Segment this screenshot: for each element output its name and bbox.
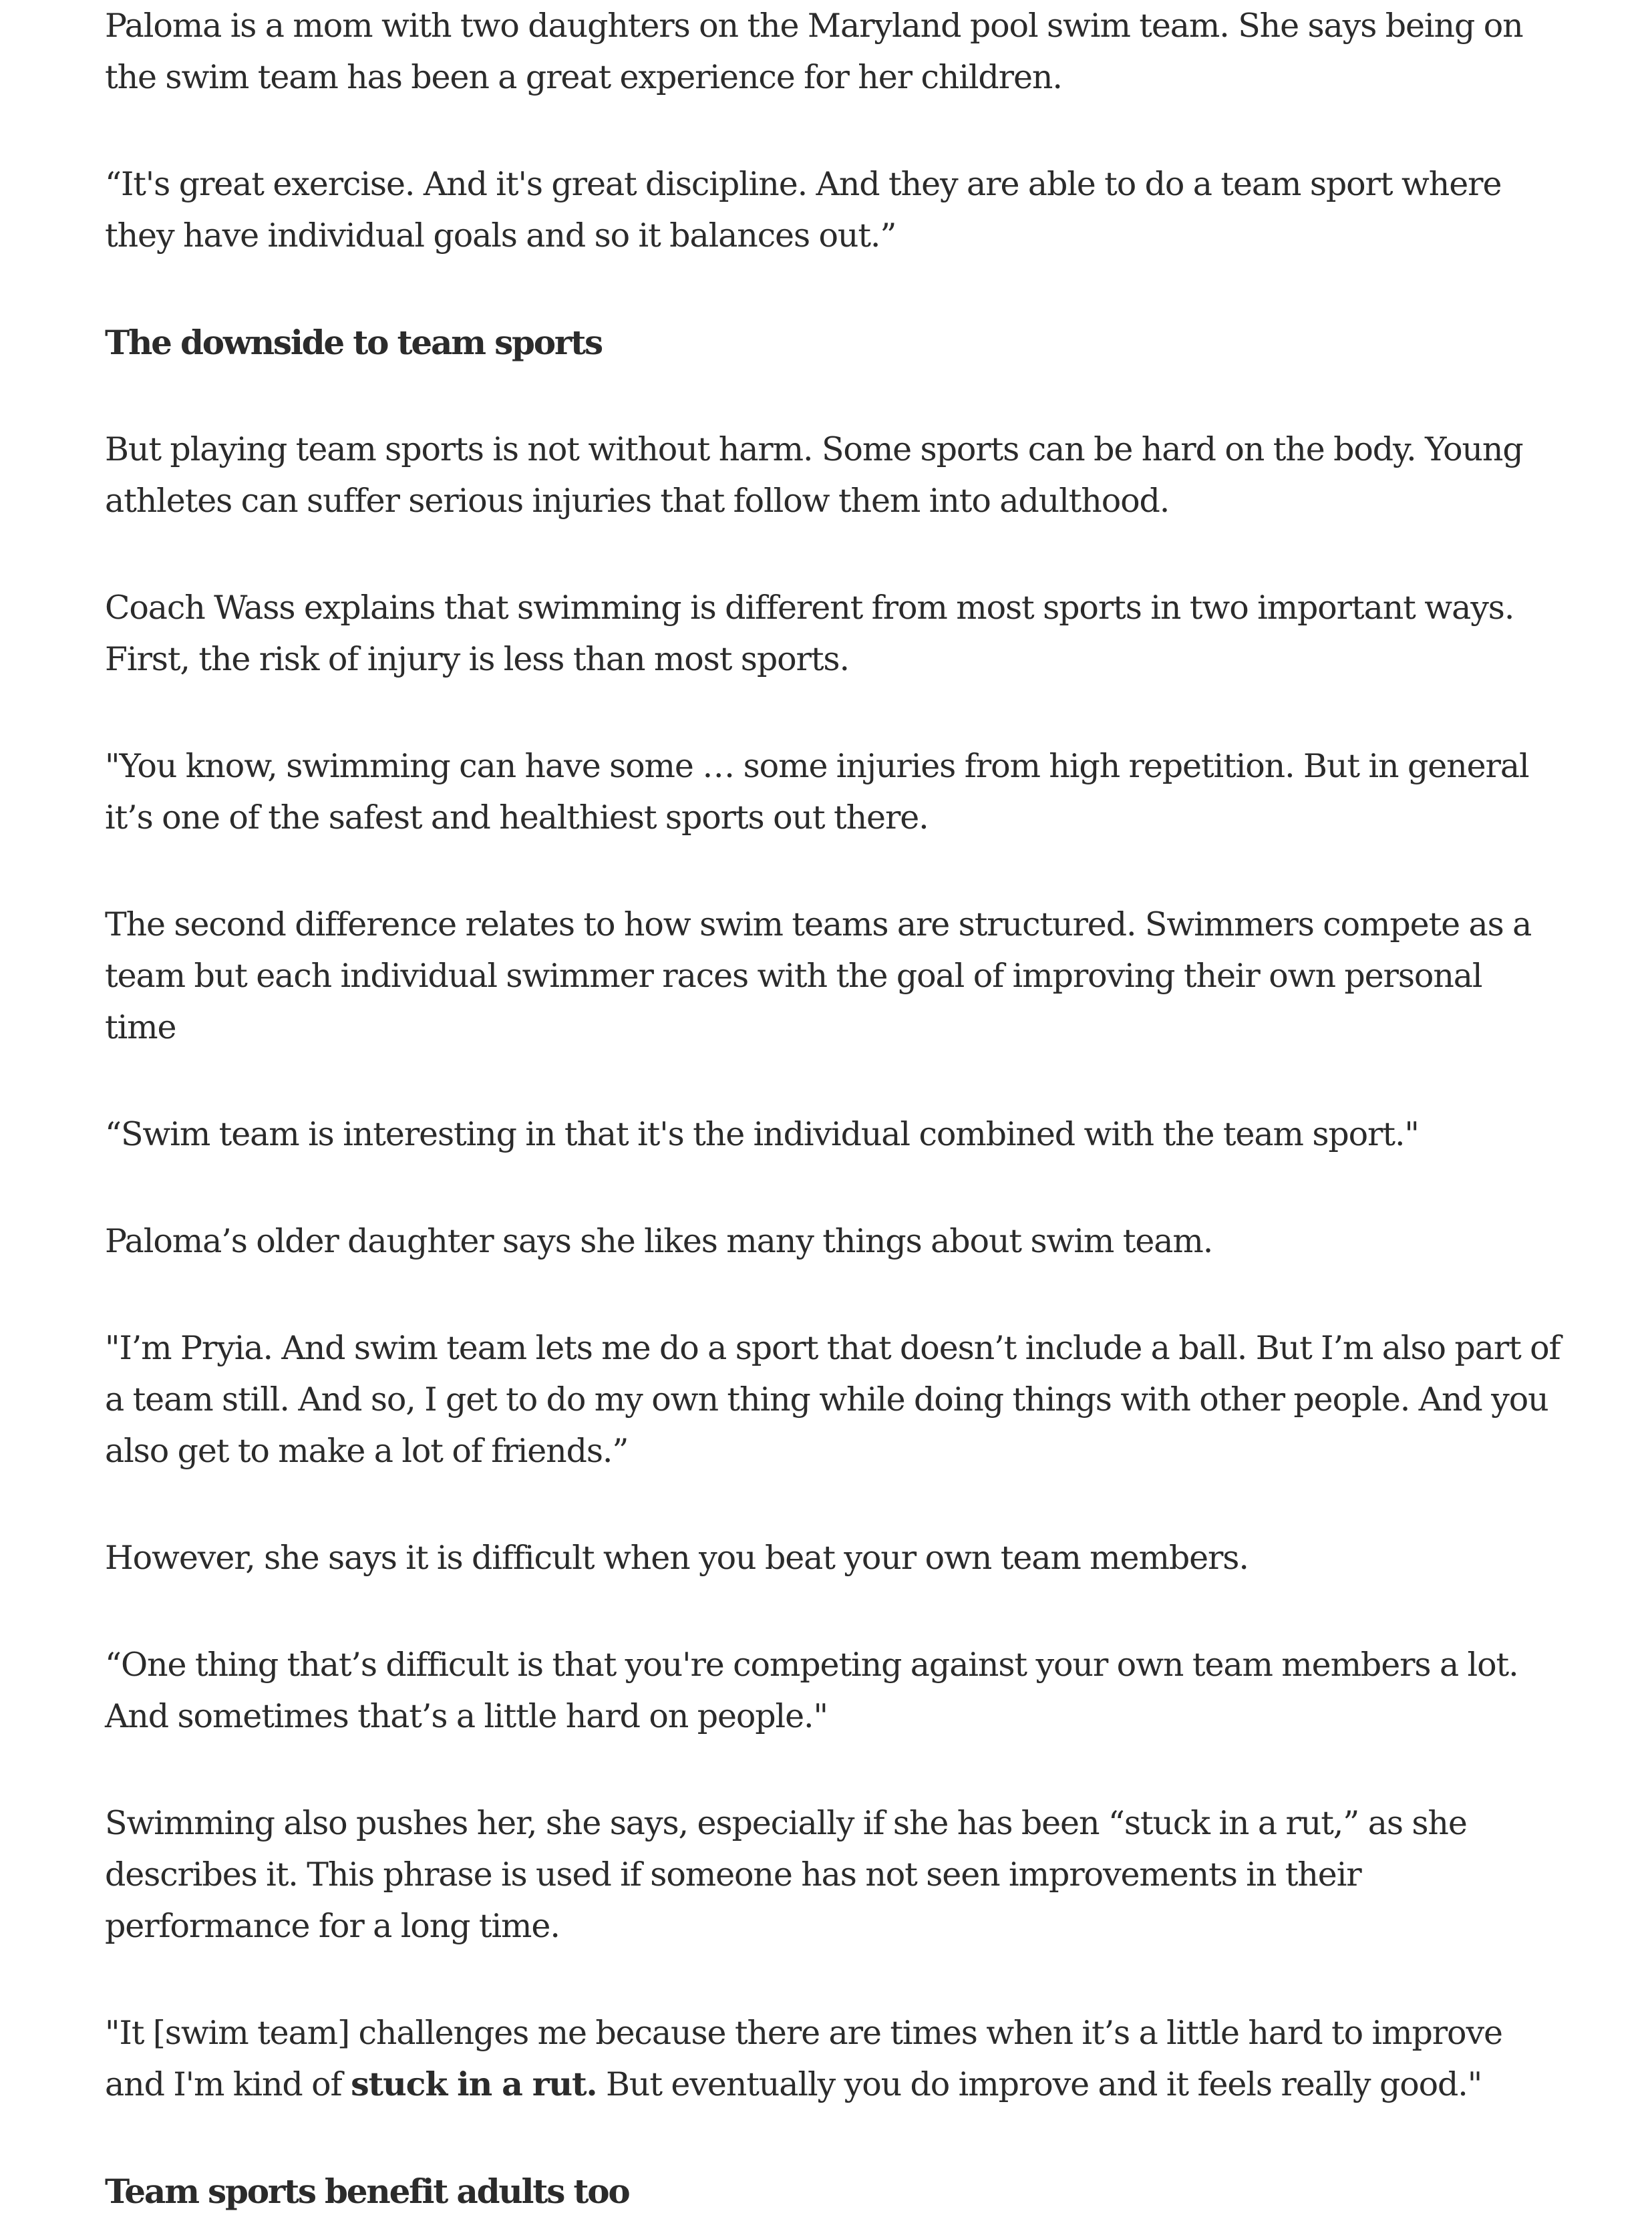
paragraph-paloma-intro: Paloma is a mom with two daughters on the Maryland pool swim team. She says being on the swim team has been a great experience for her children. (105, 7, 1523, 96)
paragraph-stuck-in-rut: Swimming also pushes her, she says, especially if she has been “stuck in a rut,” as she describes it. This phrase is used if someone has not seen improvements in their performance for a long time. (105, 1804, 1467, 1945)
quote-competing-teammates: “One thing that’s difficult is that you're competing against your own team members a lot. And sometimes that’s a little hard on people." (105, 1646, 1518, 1735)
quote-individual-combined: “Swim team is interesting in that it's the individual combined with the team sport." (105, 1115, 1419, 1153)
quote-challenges-part2: But eventually you do improve and it feels really good." (597, 2065, 1482, 2103)
quote-safest-sport: "You know, swimming can have some … some injuries from high repetition. But in general it’s one of the safest and healthiest sports out there. (105, 747, 1529, 837)
quote-pryia: "I’m Pryia. And swim team lets me do a sport that doesn’t include a ball. But I’m also part of a team still. And so, I get to do my own thing while doing things with other people. And you also get to make a lot of friends.” (105, 1329, 1560, 1470)
phrase-stuck-in-rut: stuck in a rut. (351, 2065, 597, 2103)
heading-adults-benefit: Team sports benefit adults too (105, 2172, 629, 2211)
quote-challenges-me (105, 2007, 1561, 2110)
quote-great-exercise: “It's great exercise. And it's great discipline. And they are able to do a team sport where they have individual goals and so it balances out.” (105, 165, 1502, 255)
heading-downside-team-sports: The downside to team sports (105, 323, 602, 362)
paragraph-harm: But playing team sports is not without harm. Some sports can be hard on the body. Young athletes can suffer serious injuries that follow them into adulthood. (105, 430, 1523, 520)
paragraph-older-daughter: Paloma’s older daughter says she likes many things about swim team. (105, 1222, 1213, 1260)
paragraph-difficult: However, she says it is difficult when you beat your own team members. (105, 1539, 1249, 1577)
paragraph-second-difference: The second difference relates to how swim teams are structured. Swimmers compete as a team but each individual swimmer races with the goal of improving their own personal time (105, 905, 1532, 1046)
paragraph-coach-wass: Coach Wass explains that swimming is different from most sports in two important ways. First, the risk of injury is less than most sports. (105, 589, 1514, 678)
quote-challenges-part1: "It [swim team] challenges me because there are times when it’s a little hard to improve and I'm kind of (105, 2014, 1502, 2103)
article-body (105, 0, 1561, 2217)
